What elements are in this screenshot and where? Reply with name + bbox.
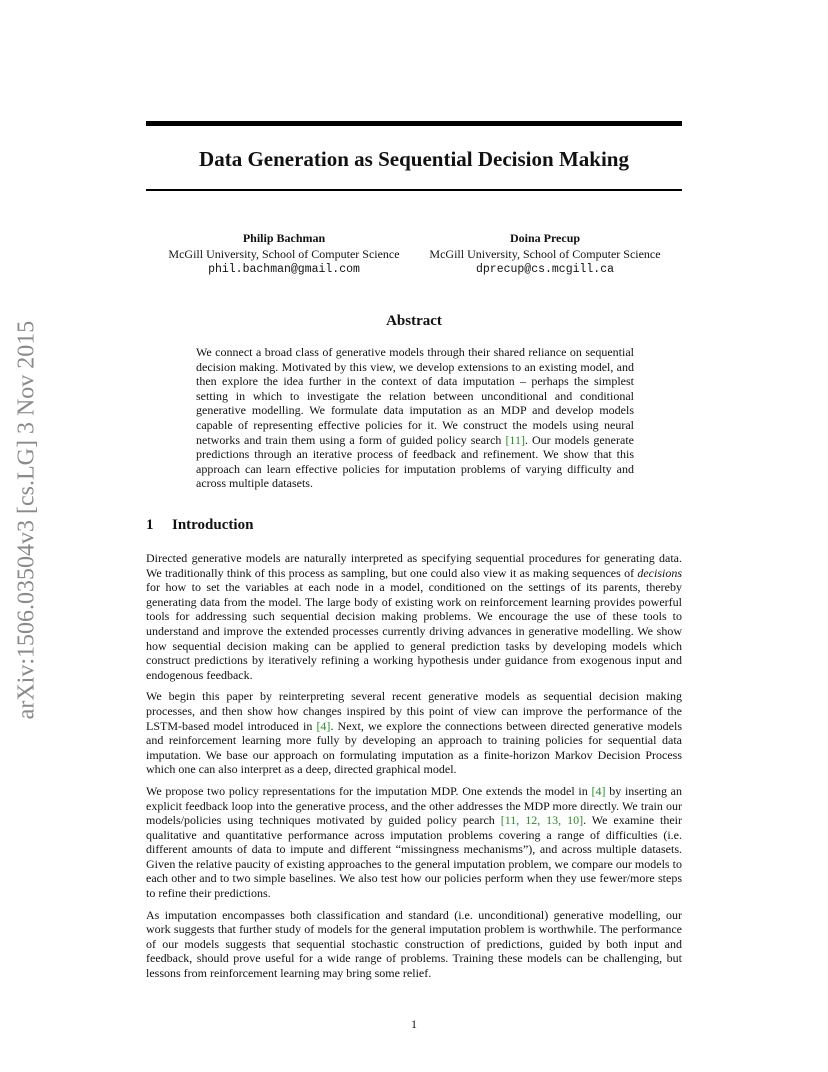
paragraph: As imputation encompasses both classification and standard (i.e. unconditional) generative modelling, our work suggests that further study of models for the general imputation problem is worthwhile. The performance of our models suggests that sequential stochastic construction of predictions, guided by both input and feedback, should prove useful for a wide range of problems. Training these models can be challenging, but lessons from reinforcement learning may bring some relief.: [146, 907, 682, 981]
abstract-text-part: . Our models generate predictions through an iterative process of feedback and refinement. We show that this approach can learn effective policies for imputation problems of varying difficulty and across multiple datasets.: [196, 432, 634, 491]
text-run: by inserting an explicit feedback loop into the generative process, and the other addresses the MDP more directly. We train our models/policies using techniques motivated by guided policy pearch: [146, 783, 683, 828]
section-body: [146, 551, 682, 988]
section-number: 1: [146, 517, 154, 533]
author-block-2: [414, 230, 676, 278]
title-top-rule: [146, 121, 682, 126]
text-run: We begin this paper by reinterpreting several recent generative models as sequential decision making processes, and then show how changes inspired by this point of view can improve the performance of the LSTM-based model introduced in: [146, 689, 682, 733]
author-affiliation: McGill University, School of Computer Science: [168, 247, 400, 261]
citation-link[interactable]: [11, 12, 13, 10]: [500, 813, 584, 828]
author-name: Philip Bachman: [242, 231, 326, 245]
author-email[interactable]: phil.bachman@gmail.com: [208, 263, 360, 276]
author-affiliation: McGill University, School of Computer Science: [429, 247, 661, 261]
section-title: Introduction: [172, 517, 254, 533]
author-email[interactable]: dprecup@cs.mcgill.ca: [475, 263, 615, 276]
title-bottom-rule: [146, 189, 682, 191]
text-run: We propose two policy representations for the imputation MDP. One extends the model in: [146, 783, 592, 798]
arxiv-identifier: [12, 290, 42, 750]
text-run: . Next, we explore the connections between directed generative models and reinforcement learning more fully by developing an approach to training policies for sequential data imputation. We base our approach on formulating imputation as a finite-horizon Markov Decision Process which one can also interpret as a deep, directed graphical model.: [146, 718, 683, 777]
paragraph: [146, 784, 682, 901]
arxiv-id-text: arXiv:1506.03504v3 [cs.LG] 3 Nov 2015: [13, 320, 40, 720]
text-run: . We examine their qualitative and quantitative performance across imputation problems covering a range of difficulties (i.e. different amounts of data to impute and different “missingness mechanisms”), and across multiple datasets. Given the relative paucity of existing approaches to the general imputation problem, we compare our models to each other and to two simple baselines. We also test how our policies perform when they use fewer/more steps to refine their predictions.: [146, 813, 683, 901]
citation-link[interactable]: [11]: [505, 432, 525, 447]
section-heading: [146, 517, 253, 534]
paragraph: [146, 689, 682, 777]
abstract-text: [196, 345, 634, 491]
abstract-text-part: We connect a broad class of generative models through their shared reliance on sequential decision making. Motivated by this view, we develop extensions to an existing model, and then explore the idea further in the context of data imputation – perhaps the simplest setting in which to investigate the relation between unconditional and conditional generative modelling. We formulate data imputation as an MDP and develop models capable of representing effective policies for it. We construct the models using neural networks and train them using a form of guided policy search: [196, 345, 634, 447]
text-run: for how to set the variables at each node in a model, conditioned on the settings of its parents, thereby generating data from the model. The large body of existing work on reinforcement learning provides powerful tools for addressing such sequential decision making problems. We encourage the use of these tools to understand and improve the extended processes currently driving advances in generative modelling. We show how sequential decision making can be applied to general prediction tasks by developing models which construct predictions by iteratively refining a working hypothesis under guidance from exogenous input and endogenous feedback.: [146, 580, 682, 682]
paragraph: [146, 551, 682, 682]
paper-title: Data Generation as Sequential Decision Making: [199, 147, 629, 171]
text-run: Directed generative models are naturally interpreted as specifying sequential procedures for generating data. We traditionally think of this process as sampling, but one could also view it as making sequences of: [146, 551, 682, 580]
author-block-1: [150, 230, 418, 278]
page-number: 1: [411, 1017, 417, 1031]
author-name: Doina Precup: [509, 231, 581, 245]
emphasis-text: decisions: [637, 565, 682, 580]
citation-link[interactable]: [4]: [591, 783, 606, 798]
citation-link[interactable]: [4]: [316, 718, 331, 733]
abstract-heading: Abstract: [386, 313, 442, 329]
